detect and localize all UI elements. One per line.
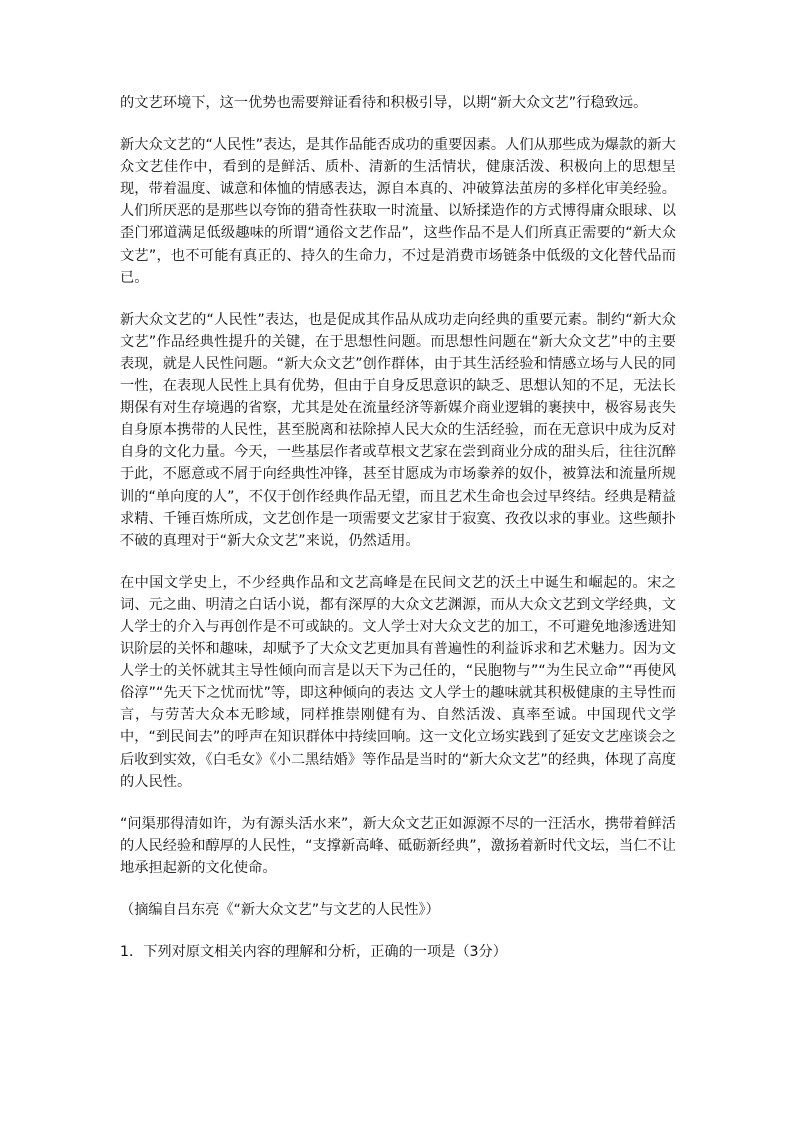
paragraph-continuation: 的文艺环境下，这一优势也需要辩证看待和积极引导，以期“新大众文艺”行稳致远。 bbox=[120, 95, 648, 111]
source-citation: （摘编自吕东亮《“新大众文艺”与文艺的人民性》） bbox=[120, 902, 440, 918]
question-1: 1．下列对原文相关内容的理解和分析，正确的一项是（3分） bbox=[120, 944, 507, 960]
paragraph-people-expression: 新大众文艺的“人民性”表达，是其作品能否成功的重要因素。人们从那些成为爆款的新大众文艺佳作中，看到的是鲜活、质朴、清新的生活情状，健康活泼、积极向上的思想呈现，带着温度、诚意和体恤的情感表达，源自本真的、冲破算法茧房的多样化审美经验。人们所厌恶的是那些以夸饰的猎奇性获取一时流量、以矫揉造作的方式博得庸众眼球、以歪门邪道满足低级趣味的所谓“通俗文艺作品”，这些作品不是人们所真正需要的“新大众文艺”，也不可能有真正的、持久的生命力，不过是消费市场链条中低级的文化替代品而已。 bbox=[120, 137, 676, 286]
document-page bbox=[120, 92, 676, 963]
paragraph-conclusion: “问渠那得清如许，为有源头活水来”，新大众文艺正如源源不尽的一汪活水，携带着鲜活的人民经验和醇厚的人民性，“支撑新高峰、砥砺新经典”，激扬着新时代文坛，当仁不让地承担起新的文化使命。 bbox=[120, 815, 676, 876]
paragraph-classic-elements: 新大众文艺的“人民性”表达，也是促成其作品从成功走向经典的重要元素。制约“新大众文艺”作品经典性提升的关键，在于思想性问题。而思想性问题在“新大众文艺”中的主要表现，就是人民性问题。“新大众文艺”创作群体，由于其生活经验和情感立场与人民的同一性，在表现人民性上具有优势，但由于自身反思意识的缺乏、思想认知的不足，无法长期保有对生存境遇的省察，尤其是处在流量经济等新媒介商业逻辑的裹挟中，极容易丧失自身原本携带的人民性，甚至脱离和祛除掉人民大众的生活经验，而在无意识中成为反对自身的文化力量。今天，一些基层作者或草根文艺家在尝到商业分成的甜头后，往往沉醉于此，不愿意或不屑于向经典性冲锋，甚至甘愿成为市场豢养的奴仆，被算法和流量所规训的“单向度的人”，不仅于创作经典作品无望，而且艺术生命也会过早终结。经典是精益求精、千锤百炼所成，文艺创作是一项需要文艺家甘于寂寞、孜孜以求的事业。这些颠扑不破的真理对于“新大众文艺”来说，仍然适用。 bbox=[120, 311, 676, 549]
paragraph-literary-history: 在中国文学史上，不少经典作品和文艺高峰是在民间文艺的沃土中诞生和崛起的。宋之词、元之曲、明清之白话小说，都有深厚的大众文艺渊源，而从大众文艺到文学经典，文人学士的介入与再创作是不可或缺的。文人学士对大众文艺的加工，不可避免地渗透进知识阶层的关怀和趣味，却赋予了大众文艺更加具有普遍性的利益诉求和艺术魅力。因为文人学士的关怀就其主导性倾向而言是以天下为己任的，“民胞物与”“为生民立命”“再使风俗淳”“先天下之忧而忧”等，即这种倾向的表达 文人学士的趣味就其积极健康的主导性而言，与劳苦大众本无畛域，同样推崇刚健有为、自然活泼、真率至诚。中国现代文学中，“到民间去”的呼声在知识群体中持续回响。这一文化立场实践到了延安文艺座谈会之后收到实效，《白毛女》《小二黑结婚》等作品是当时的“新大众文艺”的经典，体现了高度的人民性。 bbox=[120, 574, 676, 790]
